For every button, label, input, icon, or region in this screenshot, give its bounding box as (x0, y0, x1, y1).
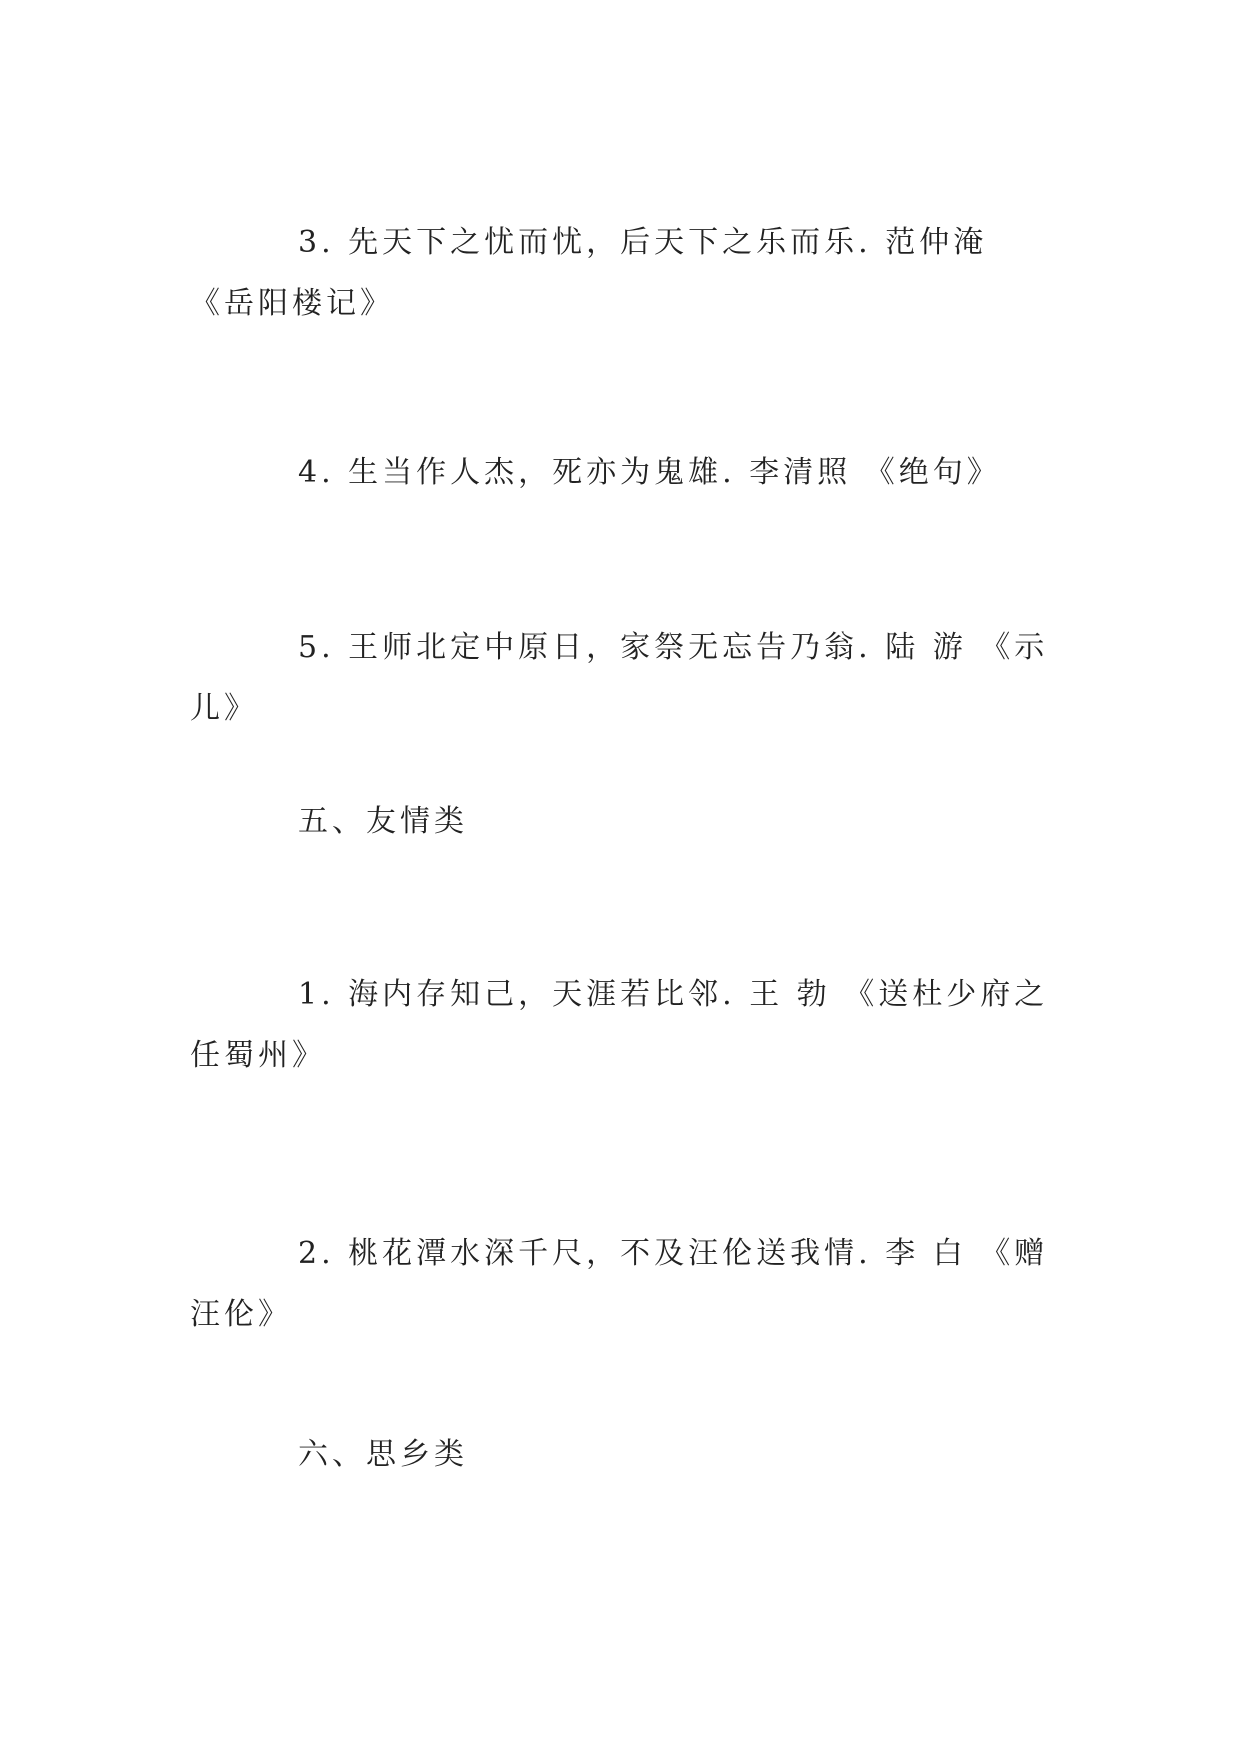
poem-quote-item-3: 3. 先天下之忧而忧，后天下之乐而乐. 范仲淹 《岳阳楼记》 (190, 225, 988, 321)
section-heading-friendship: 五、友情类 (298, 804, 468, 839)
poem-quote-item-1: 1. 海内存知己，天涯若比邻. 王 勃 《送杜少府之任蜀州》 (190, 977, 1049, 1073)
poem-quote-item-4: 4. 生当作人杰，死亦为鬼雄. 李清照 《绝句》 (298, 455, 1001, 490)
poem-quote-item-2: 2. 桃花潭水深千尺，不及汪伦送我情. 李 白 《赠汪伦》 (190, 1236, 1049, 1332)
section-heading-homesick: 六、思乡类 (298, 1437, 468, 1472)
poem-quote-item-5: 5. 王师北定中原日，家祭无忘告乃翁. 陆 游 《示儿》 (190, 630, 1049, 726)
